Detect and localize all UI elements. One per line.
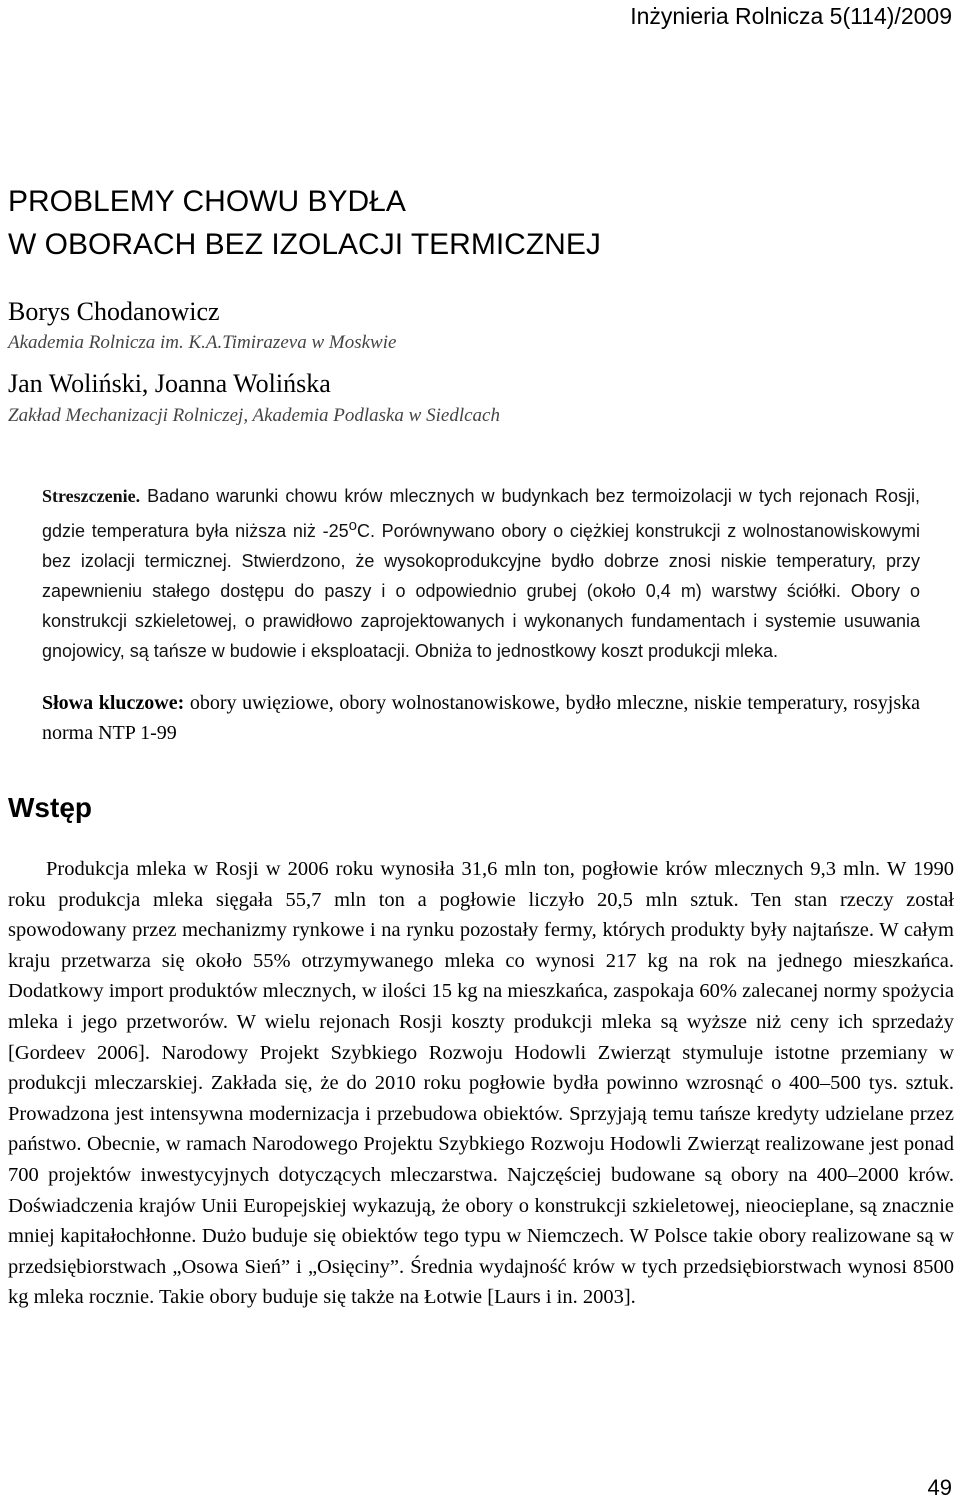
keywords-text: obory uwięziowe, obory wolnostanowiskowe, bydło mleczne, niskie temperatury, rosyjska norma NTP 1-99 [42,692,920,744]
author-affiliation-1: Akademia Rolnicza im. K.A.Timirazeva w Moskwie [8,332,397,353]
degree-superscript: o [348,517,357,534]
title-line-2: W OBORACH BEZ IZOLACJI TERMICZNEJ [8,228,601,261]
title-line-1: PROBLEMY CHOWU BYDŁA [8,185,406,218]
intro-paragraph: Produkcja mleka w Rosji w 2006 roku wynosiła 31,6 mln ton, pogłowie krów mlecznych 9,3 mln. W 1990 roku produkcja mleka sięgała 55,7 mln ton a pogłowie liczyło 20,5 mln sztuk. Ten stan rzeczy został spowodowany przez mechanizmy rynkowe i na rynku pozostały fermy, których produkty były najtańsze. W całym kraju przetwarza się około 55% otrzymywanego mleka co wynosi 217 kg na rok na jednego mieszkańca. Dodatkowy import produktów mlecznych, w ilości 15 kg na mieszkańca, zaspokaja 60% zalecanej normy spożycia mleka i jego przetworów. W wielu rejonach Rosji koszty produkcji mleka są wyższe niż ceny ich sprzedaży [Gordeev 2006]. Narodowy Projekt Szybkiego Rozwoju Hodowli Zwierząt stymuluje istotne przemiany w produkcji mleczarskiej. Zakłada się, że do 2010 roku pogłowie bydła powinno wzrosnąć o 400–500 tys. sztuk. Prowadzona jest intensywna modernizacja i przebudowa obiektów. Sprzyjają temu tańsze kredyty udzielane przez państwo. Obecnie, w ramach Narodowego Projektu Szybkiego Rozwoju Hodowli Zwierząt realizowane jest ponad 700 projektów inwestycyjnych dotyczących mleczarstwa. Najczęściej budowane są obory na 400–2000 krów. Doświadczenia krajów Unii Europejskiej wykazują, że obory o konstrukcji szkieletowej, nieocieplane, są znacznie mniej kapitałochłonne. Dużo buduje się obiektów tego typu w Niemczech. W Polsce takie obory realizowane są w przedsiębiorstwach „Osowa Sień” i „Osięciny”. Średnia wydajność krów w tych przedsiębiorstwach wynosi 8500 kg mleka rocznie. Takie obory buduje się także na Łotwie [Laurs i in. 2003]. [8,858,954,1309]
section-heading-introduction: Wstęp [8,792,92,823]
article-title [8,180,948,266]
author-names-1: Borys Chodanowicz [8,297,220,326]
author-names-2: Jan Woliński, Joanna Wolińska [8,369,331,398]
abstract-label: Streszczenie. [42,486,141,506]
journal-header: Inżynieria Rolnicza 5(114)/2009 [630,3,952,29]
page-number: 49 [927,1475,952,1500]
keywords-label: Słowa kluczowe: [42,692,185,714]
abstract [42,481,920,666]
keywords [42,688,920,748]
abstract-text-part-1: Badano warunki chowu krów mlecznych w budynkach bez termoizolacji w tych rejonach Rosji, gdzie temperatura była niższa niż -25 [42,486,920,541]
author-affiliation-2: Zakład Mechanizacji Rolniczej, Akademia Podlaska w Siedlcach [8,405,500,426]
abstract-text-part-2: C. Porównywano obory o ciężkiej konstrukcji z wolnostanowiskowymi bez izolacji termicznej. Stwierdzono, że wysokoprodukcyjne bydło dobrze znosi niskie temperatury, przy zapewnieniu stałego dostępu do paszy i o odpowiednio grubej (około 0,4 m) warstwy ściółki. Obory o konstrukcji szkieletowej, o prawidłowo zaprojektowanych i wykonanych fundamentach i systemie usuwania gnojowicy, są tańsze w budowie i eksploatacji. Obniża to jednostkowy koszt produkcji mleka. [42,521,920,661]
